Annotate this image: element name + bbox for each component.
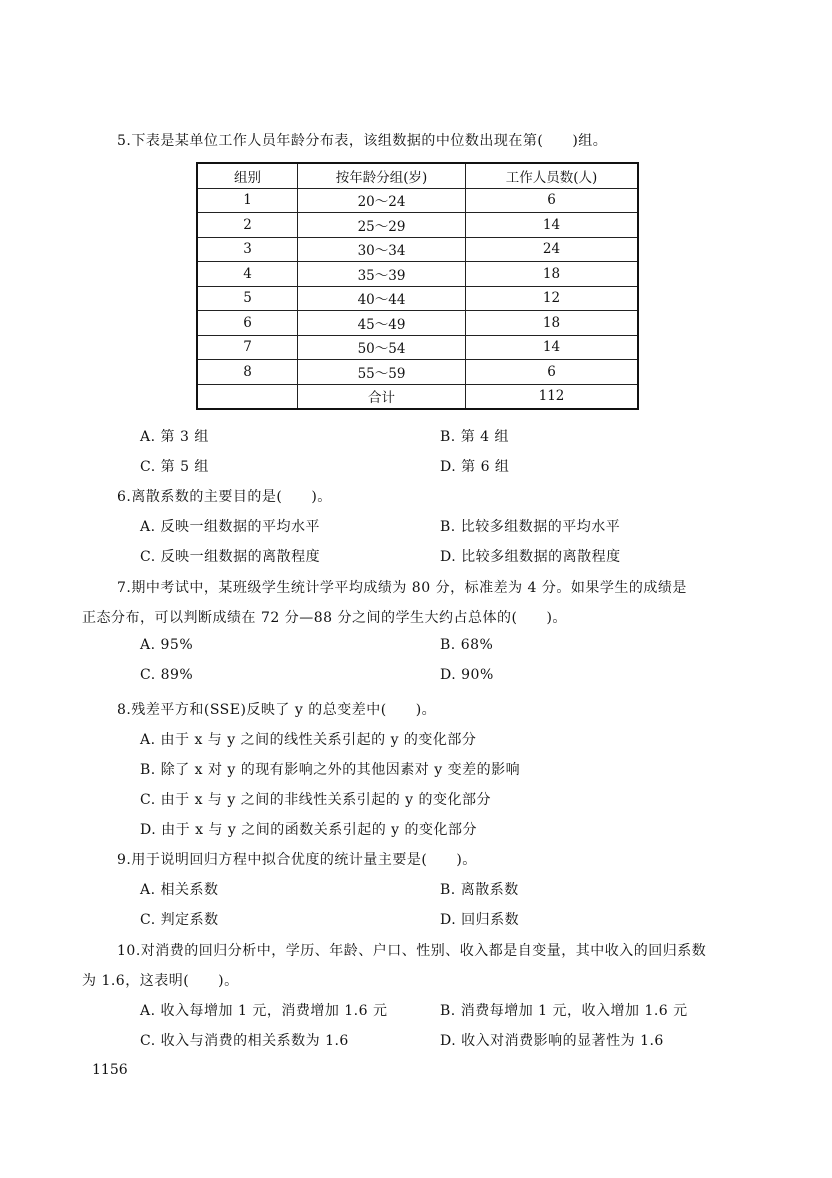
q7-option-a: A. 95%: [140, 637, 194, 653]
table-cell: 18: [466, 311, 639, 336]
table-cell: 50～54: [298, 335, 466, 360]
table-row: [197, 188, 638, 213]
table-cell: 7: [197, 335, 298, 360]
table-cell: 8: [197, 360, 298, 385]
q7-stem-line2: 正态分布，可以判断成绩在 72 分—88 分之间的学生大约占总体的( )。: [82, 610, 567, 626]
table-cell: 40～44: [298, 286, 466, 311]
q9-option-b: B. 离散系数: [440, 882, 519, 898]
table-cell: 12: [466, 286, 639, 311]
table-cell: 14: [466, 213, 639, 238]
table-cell: 25～29: [298, 213, 466, 238]
q5-option-c: C. 第 5 组: [140, 459, 209, 475]
table-cell: 30～34: [298, 237, 466, 262]
q10-stem-line1: 10.对消费的回归分析中，学历、年龄、户口、性别、收入都是自变量，其中收入的回归系数: [117, 943, 707, 959]
q6-stem: 6.离散系数的主要目的是( )。: [117, 489, 332, 505]
q8-option-d: D. 由于 x 与 y 之间的函数关系引起的 y 的变化部分: [140, 822, 478, 838]
table-cell: 20～24: [298, 188, 466, 213]
q8-option-c: C. 由于 x 与 y 之间的非线性关系引起的 y 的变化部分: [140, 792, 492, 808]
table-row: [197, 311, 638, 336]
q7-option-d: D. 90%: [440, 667, 494, 683]
q7-option-b: B. 68%: [440, 637, 494, 653]
table-cell: 55～59: [298, 360, 466, 385]
q9-stem: 9.用于说明回归方程中拟合优度的统计量主要是( )。: [117, 852, 477, 868]
table-cell: 18: [466, 262, 639, 287]
q5-stem: 5.下表是某单位工作人员年龄分布表，该组数据的中位数出现在第( )组。: [117, 133, 608, 149]
table-row: [197, 237, 638, 262]
q7-option-c: C. 89%: [140, 667, 194, 683]
q10-stem-line2: 为 1.6，这表明( )。: [82, 973, 239, 989]
table-header-staff-count: 工作人员数(人): [466, 163, 639, 188]
q10-option-d: D. 收入对消费影响的显著性为 1.6: [440, 1033, 664, 1049]
table-cell: 合计: [298, 384, 466, 409]
table-row: [197, 213, 638, 238]
q10-option-c: C. 收入与消费的相关系数为 1.6: [140, 1033, 349, 1049]
table-row: [197, 335, 638, 360]
table-cell: 5: [197, 286, 298, 311]
q9-option-c: C. 判定系数: [140, 912, 219, 928]
table-header-group: 组别: [197, 163, 298, 188]
table-cell: 4: [197, 262, 298, 287]
age-distribution-table: [196, 162, 639, 410]
table-cell: 112: [466, 384, 639, 409]
q9-option-d: D. 回归系数: [440, 912, 520, 928]
table-cell: 1: [197, 188, 298, 213]
q8-stem: 8.残差平方和(SSE)反映了 y 的总变差中( )。: [117, 702, 437, 718]
table-cell: 6: [466, 360, 639, 385]
q7-stem-line1: 7.期中考试中，某班级学生统计学平均成绩为 80 分，标准差为 4 分。如果学生的成绩是: [117, 580, 687, 596]
table-cell: [197, 384, 298, 409]
table-cell: 2: [197, 213, 298, 238]
q10-option-b: B. 消费每增加 1 元，收入增加 1.6 元: [440, 1003, 688, 1019]
q9-option-a: A. 相关系数: [140, 882, 219, 898]
table-cell: 3: [197, 237, 298, 262]
table-header-age-range: 按年龄分组(岁): [298, 163, 466, 188]
page-number: 1156: [92, 1062, 128, 1078]
table-row: [197, 262, 638, 287]
q8-option-b: B. 除了 x 对 y 的现有影响之外的其他因素对 y 变差的影响: [140, 762, 521, 778]
q8-option-a: A. 由于 x 与 y 之间的线性关系引起的 y 的变化部分: [140, 732, 477, 748]
table-cell: 14: [466, 335, 639, 360]
table-total-row: [197, 384, 638, 409]
q5-option-d: D. 第 6 组: [440, 459, 510, 475]
table-cell: 35～39: [298, 262, 466, 287]
q6-option-a: A. 反映一组数据的平均水平: [140, 519, 321, 535]
q5-option-b: B. 第 4 组: [440, 429, 509, 445]
table-cell: 24: [466, 237, 639, 262]
table-row: [197, 286, 638, 311]
table-header-row: [197, 163, 638, 188]
table-cell: 6: [197, 311, 298, 336]
q10-option-a: A. 收入每增加 1 元，消费增加 1.6 元: [140, 1003, 388, 1019]
q5-option-a: A. 第 3 组: [140, 429, 209, 445]
table-row: [197, 360, 638, 385]
q6-option-d: D. 比较多组数据的离散程度: [440, 549, 621, 565]
q6-option-b: B. 比较多组数据的平均水平: [440, 519, 621, 535]
table-cell: 45～49: [298, 311, 466, 336]
q6-option-c: C. 反映一组数据的离散程度: [140, 549, 321, 565]
table-cell: 6: [466, 188, 639, 213]
